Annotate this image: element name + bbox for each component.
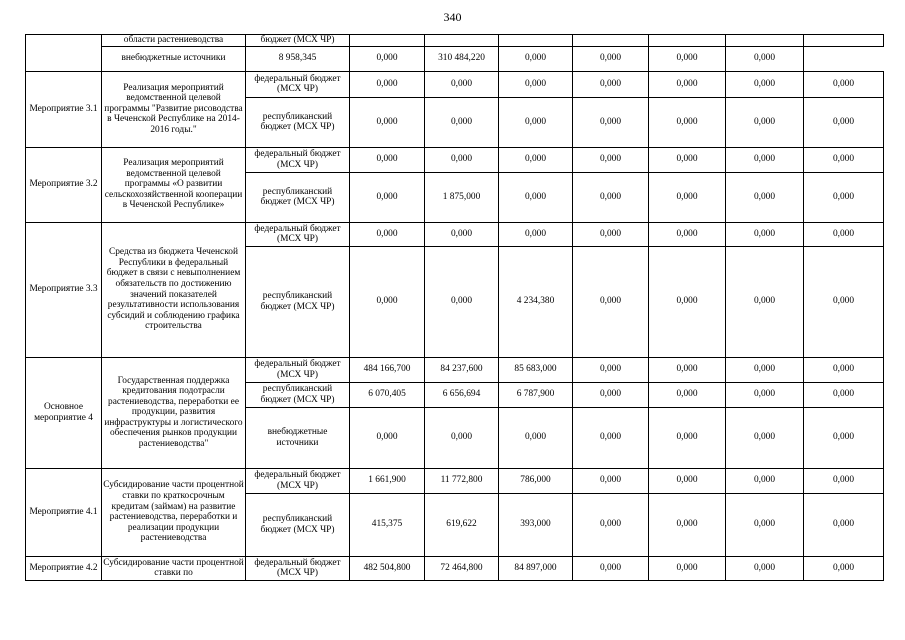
measure-name-cell: Субсидирование части процентной ставки по краткосрочным кредитам (займам) на развитие растениеводства, переработки и реализации продукции растениеводства [102, 468, 246, 556]
value-cell: 0,000 [499, 407, 573, 468]
value-cell: 6 656,694 [425, 382, 499, 407]
event-cell: Мероприятие 4.1 [26, 468, 102, 556]
value-cell: 0,000 [726, 97, 804, 147]
value-cell: 0,000 [499, 46, 573, 71]
funding-source-cell: республиканский бюджет (МСХ ЧР) [246, 493, 350, 556]
value-cell [649, 35, 726, 47]
value-cell: 6 070,405 [350, 382, 425, 407]
value-cell: 0,000 [804, 246, 884, 357]
value-cell: 310 484,220 [425, 46, 499, 71]
value-cell: 0,000 [350, 147, 425, 172]
value-cell: 0,000 [573, 71, 649, 97]
value-cell: 0,000 [649, 246, 726, 357]
value-cell: 0,000 [350, 97, 425, 147]
value-cell: 0,000 [804, 407, 884, 468]
table-row [26, 468, 884, 493]
value-cell: 85 683,000 [499, 357, 573, 382]
funding-source-cell: федеральный бюджет (МСХ ЧР) [246, 468, 350, 493]
measure-name-cell: Реализация мероприятий ведомственной целевой программы «О развитии сельскохозяйственной кооперации в Чеченской Республике» [102, 147, 246, 222]
event-cell [26, 35, 102, 72]
value-cell: 786,000 [499, 468, 573, 493]
value-cell: 0,000 [573, 407, 649, 468]
value-cell: 0,000 [726, 46, 804, 71]
value-cell: 0,000 [649, 357, 726, 382]
measure-name-cell: области растениеводства [102, 35, 246, 47]
value-cell: 0,000 [649, 172, 726, 222]
event-cell: Мероприятие 3.1 [26, 71, 102, 147]
funding-source-cell: федеральный бюджет (МСХ ЧР) [246, 357, 350, 382]
value-cell: 0,000 [649, 382, 726, 407]
value-cell: 0,000 [425, 71, 499, 97]
value-cell: 0,000 [649, 147, 726, 172]
value-cell [425, 35, 499, 47]
value-cell: 0,000 [726, 382, 804, 407]
value-cell: 0,000 [649, 556, 726, 580]
value-cell: 11 772,800 [425, 468, 499, 493]
value-cell: 72 464,800 [425, 556, 499, 580]
event-cell: Мероприятие 3.2 [26, 147, 102, 222]
value-cell: 1 875,000 [425, 172, 499, 222]
funding-source-cell: внебюджетные источники [102, 46, 246, 71]
value-cell [726, 35, 804, 47]
value-cell: 0,000 [425, 246, 499, 357]
value-cell: 482 504,800 [350, 556, 425, 580]
funding-source-cell: федеральный бюджет (МСХ ЧР) [246, 147, 350, 172]
event-cell: Мероприятие 3.3 [26, 222, 102, 357]
value-cell: 0,000 [573, 493, 649, 556]
value-cell: 0,000 [573, 222, 649, 246]
value-cell: 0,000 [573, 357, 649, 382]
funding-source-cell: республиканский бюджет (МСХ ЧР) [246, 172, 350, 222]
value-cell: 0,000 [573, 147, 649, 172]
value-cell: 0,000 [804, 222, 884, 246]
funding-source-cell: федеральный бюджет (МСХ ЧР) [246, 222, 350, 246]
value-cell: 0,000 [573, 468, 649, 493]
event-cell: Основное мероприятие 4 [26, 357, 102, 468]
value-cell: 0,000 [499, 147, 573, 172]
funding-source-cell: внебюджетные источники [246, 407, 350, 468]
value-cell: 84 897,000 [499, 556, 573, 580]
value-cell: 0,000 [649, 407, 726, 468]
value-cell: 0,000 [499, 172, 573, 222]
value-cell: 0,000 [726, 172, 804, 222]
value-cell: 0,000 [804, 71, 884, 97]
value-cell [499, 35, 573, 47]
value-cell: 0,000 [726, 222, 804, 246]
value-cell: 0,000 [350, 246, 425, 357]
value-cell: 0,000 [350, 71, 425, 97]
value-cell: 0,000 [350, 46, 425, 71]
value-cell: 0,000 [649, 97, 726, 147]
value-cell: 0,000 [350, 222, 425, 246]
value-cell [350, 35, 425, 47]
table-row [26, 35, 884, 47]
value-cell: 0,000 [499, 71, 573, 97]
funding-source-cell: федеральный бюджет (МСХ ЧР) [246, 556, 350, 580]
event-cell: Мероприятие 4.2 [26, 556, 102, 580]
table-row [26, 71, 884, 97]
value-cell: 0,000 [726, 147, 804, 172]
value-cell: 415,375 [350, 493, 425, 556]
funding-source-cell: бюджет (МСХ ЧР) [246, 35, 350, 47]
measure-name-cell: Субсидирование части процентной ставки по [103, 557, 244, 579]
table-row [26, 46, 884, 71]
table-row [26, 357, 884, 382]
value-cell: 0,000 [804, 382, 884, 407]
value-cell: 0,000 [499, 97, 573, 147]
budget-table [25, 34, 884, 581]
table-body [26, 35, 884, 581]
page-number: 340 [443, 10, 462, 24]
value-cell: 0,000 [649, 46, 726, 71]
value-cell: 0,000 [649, 222, 726, 246]
value-cell: 0,000 [726, 357, 804, 382]
value-cell: 0,000 [573, 97, 649, 147]
value-cell: 4 234,380 [499, 246, 573, 357]
value-cell: 0,000 [726, 493, 804, 556]
value-cell [573, 35, 649, 47]
measure-name-cell: Государственная поддержка кредитования подотрасли растениеводства, переработки ее продукции, развития инфраструктуры и логистического обеспечения рынков продукции растениеводства" [102, 357, 246, 468]
table-row [26, 222, 884, 246]
value-cell: 0,000 [425, 222, 499, 246]
value-cell: 0,000 [726, 468, 804, 493]
value-cell: 0,000 [425, 407, 499, 468]
value-cell: 0,000 [573, 46, 649, 71]
value-cell: 484 166,700 [350, 357, 425, 382]
value-cell: 0,000 [804, 357, 884, 382]
value-cell: 0,000 [499, 222, 573, 246]
value-cell: 0,000 [804, 493, 884, 556]
value-cell: 0,000 [726, 71, 804, 97]
funding-source-cell: федеральный бюджет (МСХ ЧР) [246, 71, 350, 97]
measure-name-cell: Средства из бюджета Чеченской Республики в федеральный бюджет в связи с невыполнением обязательств по достижению значений показателей результативности использования субсидий и соблюдению графика строительства [102, 222, 246, 357]
value-cell: 0,000 [726, 556, 804, 580]
measure-name-cell: Реализация мероприятий ведомственной целевой программы "Развитие рисоводства в Чеченской Республике на 2014-2016 годы." [102, 71, 246, 147]
value-cell: 0,000 [573, 246, 649, 357]
value-cell: 0,000 [573, 556, 649, 580]
funding-source-cell: республиканский бюджет (МСХ ЧР) [246, 246, 350, 357]
value-cell: 0,000 [425, 97, 499, 147]
value-cell: 0,000 [649, 468, 726, 493]
value-cell: 0,000 [804, 556, 884, 580]
value-cell: 0,000 [649, 71, 726, 97]
value-cell: 0,000 [350, 172, 425, 222]
value-cell: 0,000 [726, 407, 804, 468]
value-cell: 393,000 [499, 493, 573, 556]
table-row [26, 556, 884, 580]
value-cell: 0,000 [804, 468, 884, 493]
value-cell: 0,000 [649, 493, 726, 556]
value-cell: 0,000 [726, 246, 804, 357]
value-cell: 84 237,600 [425, 357, 499, 382]
funding-source-cell: республиканский бюджет (МСХ ЧР) [246, 97, 350, 147]
value-cell: 0,000 [425, 147, 499, 172]
value-cell: 0,000 [573, 172, 649, 222]
value-cell [804, 35, 884, 47]
value-cell: 0,000 [573, 382, 649, 407]
value-cell: 0,000 [804, 97, 884, 147]
value-cell: 0,000 [804, 147, 884, 172]
value-cell: 6 787,900 [499, 382, 573, 407]
table-row [26, 147, 884, 172]
value-cell: 0,000 [350, 407, 425, 468]
value-cell: 0,000 [804, 172, 884, 222]
value-cell: 619,622 [425, 493, 499, 556]
funding-source-cell: республиканский бюджет (МСХ ЧР) [246, 382, 350, 407]
value-cell: 8 958,345 [246, 46, 350, 71]
value-cell: 1 661,900 [350, 468, 425, 493]
